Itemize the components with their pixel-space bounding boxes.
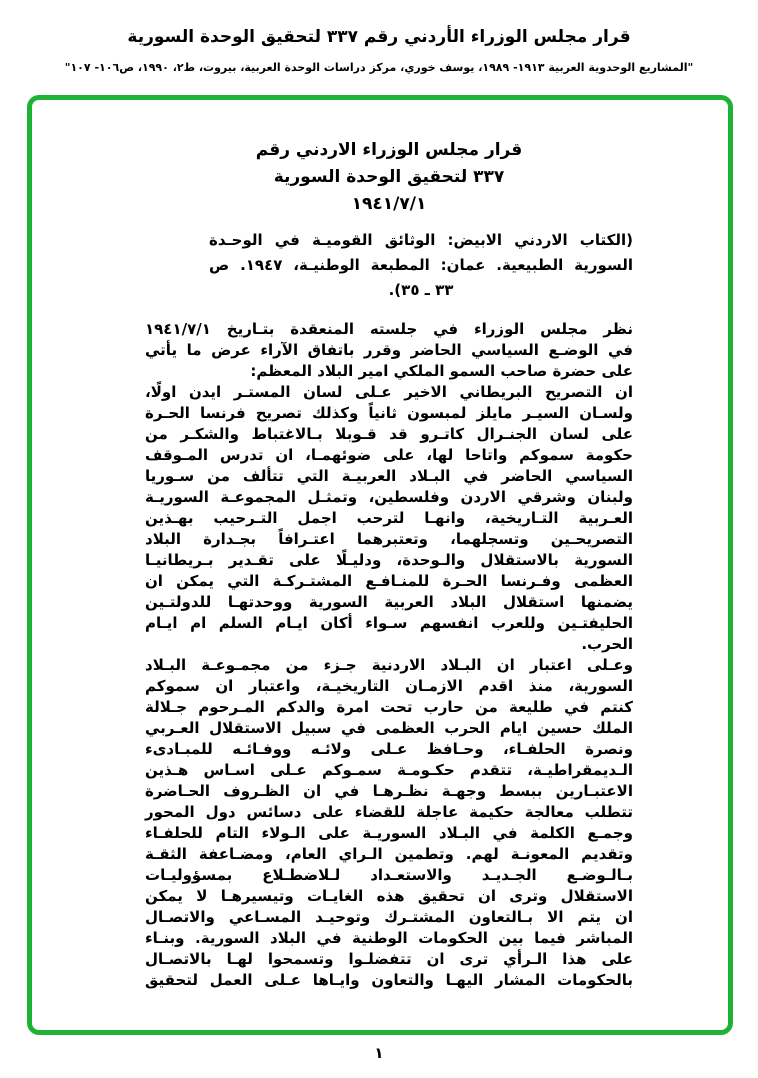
text-line: الحليفتـين وللعرب انفسهم سـواء أكان ايـام السلم ام ايـام: [145, 614, 633, 632]
text-line: في الوضـع السياسي الحاضر وقرر باتفاق الآراء عرض ما يأتي: [145, 341, 633, 359]
document-heading: [145, 137, 633, 218]
text-line: قرار مجلس الوزراء الاردني رقم: [255, 140, 523, 160]
text-line: كنتم في طليعة من حارب تحت امرة والدكم المـرحوم جـلالة: [145, 698, 633, 716]
text-line: العـربية التـاريخية، وانهـا لترحب اجمل التـرحيب بهـذين: [145, 509, 633, 527]
text-line: الاستقلال وترى ان تحقيق هذه الغايـات وتيسيرهـا لا يمكن: [145, 887, 633, 905]
page-header-title: قرار مجلس الوزراء الأردني رقم ٣٣٧ لتحقيق الوحدة السورية: [127, 27, 631, 47]
text-line: وجمـع الكلمة في البـلاد السوريـة على الـولاء التام للحلفـاء: [145, 824, 633, 842]
text-line: السورية، منذ اقدم الازمـان التاريخيـة، واعتبار ان سموكم: [145, 677, 633, 695]
text-line: ونصرة الحلفـاء، وحـافظ عـلى ولائـه ووفـائـه للمبـادىء: [145, 740, 633, 758]
text-line: بالحكومات المشار اليهـا والتعاون وايـاها عـلى العمل لتحقيق: [145, 971, 633, 989]
text-line: العظمى وفـرنسا الحـرة للمنـافـع المشتـركـة التي يمكن ان: [145, 572, 633, 590]
text-line: ولبنان وشرقي الاردن وفلسطين، وتمثـل المجموعـة السوريـة: [145, 488, 633, 506]
text-line: ٣٣٧ لتحقيق الوحدة السورية: [273, 167, 505, 187]
text-line: على لسان الجنـرال كاتـرو قد قـوبلا بـالاغتباط والشكـر من: [145, 425, 633, 443]
text-line: ان التصريح البريطاني الاخير عـلى لسان المستـر ايدن اولًا،: [145, 383, 633, 401]
text-line: السورية بالاستقلال والـوحدة، ودليـلًا على تقـدير بـريطانيـا: [145, 551, 633, 569]
text-line: الملك حسين ايام الحرب العظمى في سبيل الاستقلال العـربي: [145, 719, 633, 737]
text-line: بـالـوضـع الجـديـد والاستعـداد لـلاضطـلاع بمسؤوليـات: [145, 866, 633, 884]
text-line: الاعتبـارين ببسط وجهـة نظـرهـا في ان الظـروف الحـاضرة: [145, 782, 633, 800]
text-line: ١٩٤١/٧/١: [351, 194, 427, 214]
text-line: الحرب.: [581, 635, 633, 653]
text-line: تتطلب معالجة حكيمة عاجلة للقضاء على دسائس دول المحور: [145, 803, 633, 821]
text-line: يضمنها استقلال البلاد العربية السورية ووحدتهـا للدولتـين: [145, 593, 633, 611]
text-line: ولسـان السيـر مايلز لمبسون ثانياً وكذلك تصريح فرنسا الحـرة: [145, 404, 633, 422]
text-line: التصريحـين وتسجلهما، وتعتبرهما اعتـرافاً بجـدارة البلاد: [145, 530, 633, 548]
text-line: وعـلى اعتبار ان البـلاد الاردنية جـزء من مجمـوعـة البـلاد: [145, 656, 633, 674]
text-line: السورية الطبيعية. عمان: المطبعة الوطنيـة، ١٩٤٧. ص: [209, 256, 633, 274]
text-line: المباشر فيما بين الحكومات الوطنية في البلاد السورية. وبنـاء: [145, 929, 633, 947]
text-line: حكومة سموكم واتاحا لها، على ضوئهمـا، ان تدرس المـوقف: [145, 446, 633, 464]
document-content: [145, 100, 633, 991]
text-line: على حضرة صاحب السمو الملكي امير البلاد المعظم:: [250, 362, 633, 380]
text-line: على هذا الـرأي ترى ان تتفضلـوا وتسمحوا لهـا بالاتصـال: [145, 950, 633, 968]
text-line: نظر مجلس الوزراء في جلسته المنعقدة بتـاريخ ١٩٤١/٧/١: [145, 320, 633, 338]
citation-block: [209, 228, 633, 303]
text-line: (الكتاب الاردني الابيض: الوثائق القوميـة في الوحـدة: [209, 231, 633, 249]
text-line: السياسي الحاضر في البـلاد العربيـة التي تتألف من سـوريا: [145, 467, 633, 485]
text-line: وتقديم المعونـة لهم. وتطمين الـراي العام، ومضـاعفة الثقـة: [145, 845, 633, 863]
text-line: ان يتم الا بـالتعاون المشتـرك وتوحيـد المسـاعي والاتصـال: [145, 908, 633, 926]
body-text: [145, 319, 633, 991]
page-number: ١: [374, 1044, 384, 1062]
text-line: الـديمقراطيـة، تتقدم حكـومـة سمـوكم عـلى اسـاس هـذين: [145, 761, 633, 779]
text-line: ٣٣ ـ ٣٥).: [388, 281, 454, 299]
page-header-source: "المشاريع الوحدوية العربية ١٩١٣- ١٩٨٩، يوسف خوري، مركز دراسات الوحدة العربية، بيروت، ط٢، ١٩٩٠، ص١٠٦- ١٠٧": [64, 61, 694, 74]
document-frame: [27, 95, 733, 1035]
